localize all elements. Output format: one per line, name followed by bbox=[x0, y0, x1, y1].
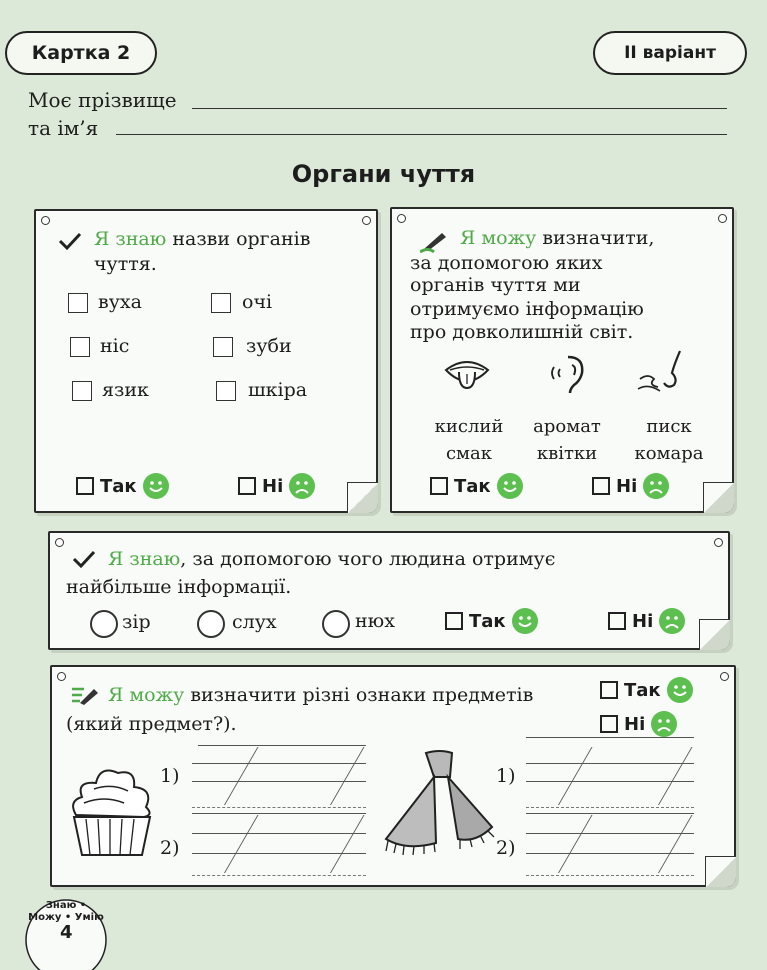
happy-face-icon bbox=[497, 473, 523, 499]
happy-face-icon bbox=[667, 677, 693, 703]
card-number-label: Картка 2 bbox=[31, 42, 131, 64]
caption-flower-scent bbox=[512, 413, 622, 467]
writing-line bbox=[192, 833, 366, 834]
option-ears: вуха bbox=[98, 291, 142, 313]
checkmark-icon bbox=[72, 549, 96, 569]
no-label: Ні bbox=[262, 475, 284, 497]
yes-checkbox[interactable] bbox=[445, 612, 463, 630]
variant-label: II варіант bbox=[624, 43, 716, 63]
caption-sour-line2: смак bbox=[445, 443, 493, 464]
caption-sour-line1: кислий bbox=[434, 416, 504, 437]
yes-label: Так bbox=[624, 679, 661, 701]
answer-2-left-number: 2) bbox=[160, 837, 180, 859]
no-label: Ні bbox=[624, 713, 646, 735]
page-curl bbox=[347, 482, 378, 513]
card-object-features bbox=[50, 665, 736, 887]
caption-squeak-line2: комара bbox=[634, 443, 704, 464]
pin-icon bbox=[57, 672, 66, 681]
writing-slant bbox=[224, 815, 258, 873]
pencil-icon bbox=[420, 229, 450, 253]
pin-icon bbox=[55, 538, 64, 547]
card4-line2: (який предмет?). bbox=[66, 713, 237, 735]
page-curl bbox=[705, 856, 736, 887]
scarf-image bbox=[380, 747, 500, 863]
surname-input-line[interactable] bbox=[192, 108, 727, 109]
card-number-badge bbox=[5, 31, 157, 75]
writing-line bbox=[192, 763, 366, 764]
card-main-information-source bbox=[48, 531, 730, 650]
sad-face-icon bbox=[651, 711, 677, 737]
option-smell: нюх bbox=[355, 610, 395, 632]
page-title: Органи чуття bbox=[291, 160, 476, 188]
variant-badge bbox=[593, 31, 747, 75]
checkmark-icon bbox=[58, 231, 82, 251]
no-option[interactable] bbox=[238, 473, 315, 499]
yes-checkbox[interactable] bbox=[430, 477, 448, 495]
happy-face-icon bbox=[512, 608, 538, 634]
writing-slant bbox=[558, 815, 592, 873]
answer-1-left-number: 1) bbox=[160, 765, 180, 787]
writing-line bbox=[526, 875, 694, 876]
no-checkbox[interactable] bbox=[592, 477, 610, 495]
badge-text: Знаю • Можу • Умію bbox=[28, 900, 104, 923]
checkbox-teeth[interactable] bbox=[213, 337, 233, 357]
option-nose: ніс bbox=[100, 335, 130, 357]
surname-label: Моє прізвище bbox=[28, 88, 177, 112]
no-checkbox[interactable] bbox=[600, 715, 618, 733]
yes-label: Так bbox=[454, 475, 491, 497]
card2-lead: Я можу bbox=[460, 227, 537, 249]
page-badge bbox=[18, 892, 114, 970]
writing-line bbox=[526, 833, 694, 834]
answer-1-right-number: 1) bbox=[496, 765, 516, 787]
card2-line3: органів чуття ми bbox=[410, 274, 581, 296]
checkbox-tongue[interactable] bbox=[72, 381, 92, 401]
no-label: Ні bbox=[632, 610, 654, 632]
name-input-line[interactable] bbox=[116, 134, 727, 135]
writing-slant bbox=[330, 815, 364, 873]
checkbox-skin[interactable] bbox=[216, 381, 236, 401]
no-label: Ні bbox=[616, 475, 638, 497]
checkbox-nose[interactable] bbox=[70, 337, 90, 357]
card1-text bbox=[94, 227, 364, 277]
cupcake-image bbox=[64, 759, 160, 859]
writing-slant bbox=[658, 747, 692, 805]
writing-line bbox=[192, 781, 366, 782]
caption-sour-taste bbox=[414, 413, 524, 467]
card2-line1-text: визначити, bbox=[542, 227, 655, 249]
yes-checkbox[interactable] bbox=[76, 477, 94, 495]
yes-option[interactable] bbox=[445, 608, 538, 634]
radio-hearing[interactable] bbox=[197, 610, 225, 638]
caption-scent-line1: аромат bbox=[533, 416, 601, 437]
checkbox-ears[interactable] bbox=[68, 293, 88, 313]
card2-line1 bbox=[460, 226, 654, 251]
page-curl bbox=[703, 482, 734, 513]
card3-lead: Я знаю bbox=[108, 548, 181, 570]
writing-slant bbox=[330, 747, 364, 805]
writing-slant bbox=[224, 747, 258, 805]
writing-line bbox=[192, 813, 366, 814]
sad-face-icon bbox=[659, 608, 685, 634]
pin-icon bbox=[41, 216, 50, 225]
mouth-tongue-icon bbox=[442, 354, 492, 394]
no-option[interactable] bbox=[592, 473, 669, 499]
card2-line4: отримуємо інформацію bbox=[410, 298, 644, 320]
pin-icon bbox=[720, 672, 729, 681]
name-label: та ім’я bbox=[28, 116, 99, 140]
option-sight: зір bbox=[122, 611, 151, 633]
yes-checkbox[interactable] bbox=[600, 681, 618, 699]
no-option[interactable] bbox=[600, 711, 677, 737]
radio-sight[interactable] bbox=[90, 610, 118, 638]
card1-body: назви органів чуття. bbox=[94, 228, 311, 275]
yes-label: Так bbox=[100, 475, 137, 497]
option-skin: шкіра bbox=[248, 379, 308, 401]
card4-line1 bbox=[108, 683, 533, 708]
card3-line2: найбільше інформації. bbox=[66, 576, 292, 598]
no-checkbox[interactable] bbox=[608, 612, 626, 630]
option-eyes: очі bbox=[242, 291, 273, 313]
caption-mosquito-squeak bbox=[614, 413, 724, 467]
card3-line1 bbox=[108, 547, 555, 572]
writing-slant bbox=[558, 747, 592, 805]
card4-lead: Я можу bbox=[108, 684, 185, 706]
radio-smell[interactable] bbox=[322, 610, 350, 638]
yes-option[interactable] bbox=[430, 473, 523, 499]
option-teeth: зуби bbox=[246, 335, 292, 357]
pin-icon bbox=[714, 538, 723, 547]
nose-icon bbox=[634, 347, 690, 397]
card2-line5: про довколишній світ. bbox=[410, 321, 634, 343]
option-tongue: язик bbox=[102, 379, 149, 401]
writing-line bbox=[198, 745, 366, 746]
caption-squeak-line1: писк bbox=[646, 416, 692, 437]
pin-icon bbox=[397, 214, 406, 223]
answer-2-right-number: 2) bbox=[496, 837, 516, 859]
page-curl bbox=[699, 619, 730, 650]
page-number: 4 bbox=[60, 922, 73, 943]
pin-icon bbox=[362, 216, 371, 225]
writing-line bbox=[526, 813, 694, 814]
writing-line bbox=[526, 807, 694, 808]
no-option[interactable] bbox=[608, 608, 685, 634]
writing-slant bbox=[658, 815, 692, 873]
pin-icon bbox=[718, 214, 727, 223]
yes-option[interactable] bbox=[600, 677, 693, 703]
card1-lead: Я знаю bbox=[94, 228, 167, 250]
writing-line bbox=[192, 875, 366, 876]
card-know-sense-organs bbox=[34, 209, 378, 513]
writing-line bbox=[192, 807, 366, 808]
yes-option[interactable] bbox=[76, 473, 169, 499]
option-hearing: слух bbox=[232, 611, 277, 633]
happy-face-icon bbox=[143, 473, 169, 499]
sad-face-icon bbox=[289, 473, 315, 499]
caption-scent-line2: квітки bbox=[536, 443, 598, 464]
writing-line bbox=[526, 737, 694, 738]
pencil-icon bbox=[70, 683, 100, 707]
sad-face-icon bbox=[643, 473, 669, 499]
writing-line bbox=[526, 781, 694, 782]
writing-line bbox=[526, 763, 694, 764]
card-can-identify-senses bbox=[390, 207, 734, 513]
checkbox-eyes[interactable] bbox=[211, 293, 231, 313]
card2-line2: за допомогою яких bbox=[410, 252, 603, 274]
no-checkbox[interactable] bbox=[238, 477, 256, 495]
card3-line1-text: , за допомогою чого людина отримує bbox=[180, 548, 556, 570]
ear-icon bbox=[542, 351, 592, 395]
card4-line1-text: визначити різні ознаки предметів bbox=[190, 684, 534, 706]
yes-label: Так bbox=[469, 610, 506, 632]
